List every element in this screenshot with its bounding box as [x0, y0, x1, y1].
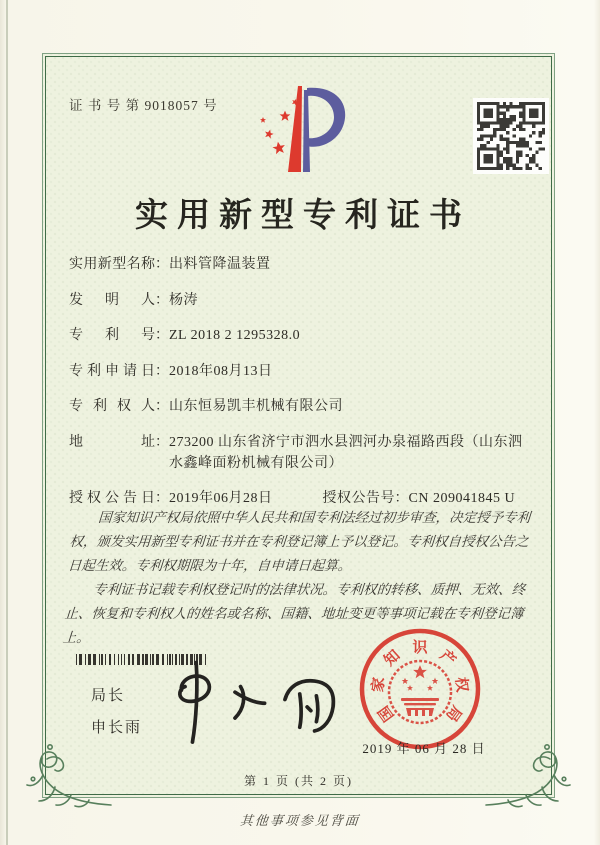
legal-paragraph-2: 专利证书记载专利权登记时的法律状况。专利权的转移、质押、无效、终止、恢复和专利权人的姓名或名称、国籍、地址变更等事项记载在专利登记簿上。	[62, 582, 526, 646]
svg-text:局: 局	[442, 702, 465, 724]
field-value: 273200 山东省济宁市泗水县泗河办泉福路西段（山东泗水鑫峰面粉机械有限公司）	[169, 434, 523, 471]
qr-code	[473, 98, 549, 174]
field-label: 专利权人	[69, 399, 155, 414]
svg-text:国: 国	[375, 702, 398, 724]
commissioner-signature	[161, 650, 346, 750]
field-list	[69, 254, 537, 509]
field-row-patent-no: 专利号 ： ZL 2018 2 1295328.0	[69, 325, 537, 346]
see-back-note: 其他事项参见背面	[239, 813, 361, 828]
field-label: 授权公告号	[322, 491, 395, 506]
field-label: 发明人	[69, 292, 155, 308]
signer-title: 局长	[91, 687, 126, 704]
field-row-name: 实用新型名称 ： 出料管降温装置	[69, 254, 537, 275]
field-value: ZL 2018 2 1295328.0	[169, 328, 301, 343]
field-row-inventor: 发明人 ： 杨涛	[69, 290, 537, 311]
scanned-page-edge	[6, 0, 8, 845]
certificate-title: 实用新型专利证书	[135, 198, 471, 234]
field-row-filing-date: 专利申请日 ： 2018年08月13日	[69, 361, 537, 382]
svg-text:家: 家	[370, 676, 388, 694]
field-row-address: 地址 ： 273200 山东省济宁市泗水县泗河办泉福路西段（山东泗水鑫峰面粉机械有限公司）	[69, 432, 537, 474]
certificate-number: 证 书 号 第 9018057 号	[69, 98, 218, 113]
official-red-seal	[357, 626, 483, 752]
certificate-frame	[42, 53, 555, 798]
field-label: 实用新型名称	[69, 257, 155, 272]
svg-text:权: 权	[452, 676, 470, 694]
field-value: 杨涛	[169, 292, 198, 308]
svg-text:知: 知	[381, 647, 404, 670]
grant-no-group: 授权公告号 ： CN 209041845 U	[323, 488, 516, 509]
signer-block	[91, 680, 142, 744]
field-label: 地址	[69, 434, 155, 450]
svg-text:识: 识	[412, 640, 428, 656]
field-row-patentee: 专利权人 ： 山东恒易凯丰机械有限公司	[69, 396, 537, 417]
signer-name: 申长雨	[91, 719, 143, 736]
page-number: 第 1 页 (共 2 页)	[244, 774, 353, 788]
field-label: 授权公告日	[69, 491, 155, 506]
grant-date-value: 2019年06月28日	[169, 491, 273, 506]
field-value: 2018年08月13日	[169, 363, 273, 379]
field-row-grant: 授权公告日 ： 2019年06月28日 授权公告号 ： CN 209041845 U	[69, 488, 537, 509]
svg-text:产: 产	[436, 647, 459, 670]
grant-no-value: CN 209041845 U	[408, 491, 516, 506]
field-value: 山东恒易凯丰机械有限公司	[169, 399, 343, 414]
cnipa-logo	[255, 80, 355, 182]
field-label: 专利申请日	[69, 363, 155, 379]
legal-paragraph-1: 国家知识产权局依照中华人民共和国专利法经过初步审查，决定授予专利权，颁发实用新型专利证书并在专利登记簿上予以登记。专利权自授权公告之日起生效。专利权期限为十年，自申请日起算。	[67, 510, 531, 574]
seal-date: 2019 年 06 月 28 日	[362, 741, 486, 756]
field-value: 出料管降温装置	[169, 257, 271, 272]
field-label: 专利号	[69, 328, 155, 343]
